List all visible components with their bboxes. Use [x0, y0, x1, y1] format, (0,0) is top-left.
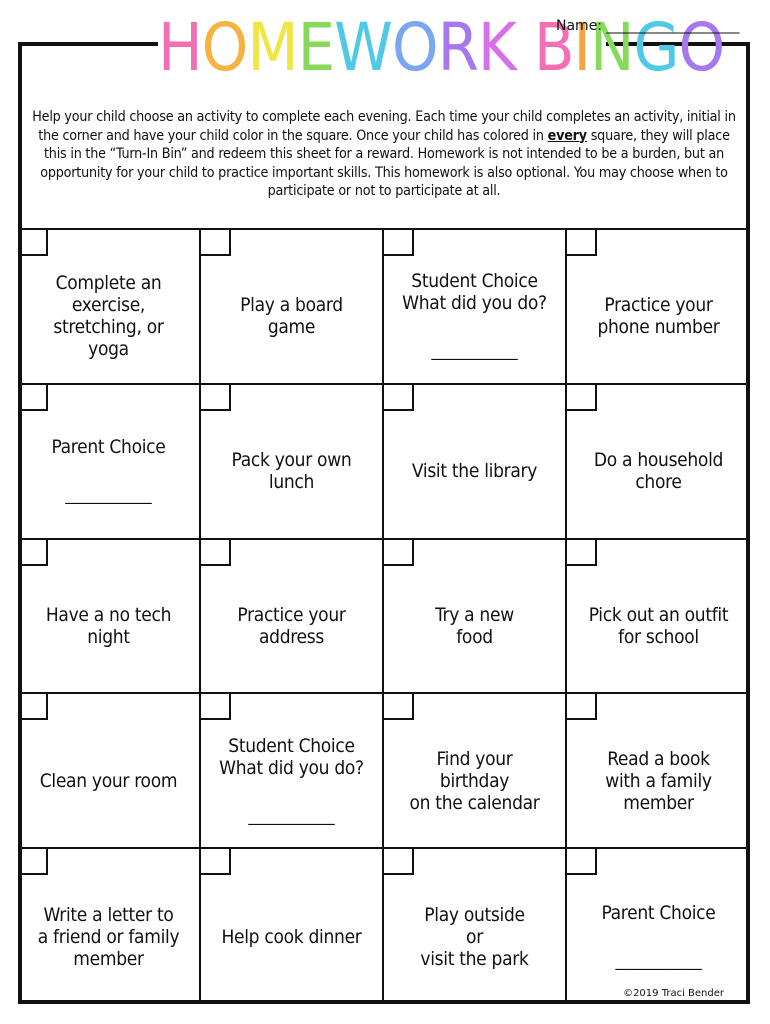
bingo-square-label: Parent Choice — [601, 901, 716, 924]
bingo-square-label: Write a letter to a friend or family member — [37, 903, 180, 970]
initial-checkbox[interactable] — [384, 385, 414, 411]
title-letter: O — [678, 9, 725, 86]
bingo-square-label: Practice your address — [237, 603, 346, 648]
instructions-part-2: square, they will place this in the “Turn-In Bin” and redeem this sheet for a reward. Homework is not intended to be a burden, but an opportunity for your child to practice important skills. This homework is also optional. You may choose when to participate or not to participate at all. — [40, 127, 730, 199]
title-letter — [516, 8, 534, 88]
bingo-square-label: Visit the library — [411, 460, 538, 483]
bingo-square[interactable] — [384, 230, 567, 385]
bingo-square[interactable] — [201, 694, 384, 849]
bingo-square[interactable] — [567, 385, 750, 540]
bingo-square-label: Play a board game — [240, 294, 343, 339]
copyright: ©2019 Traci Bender — [623, 988, 724, 999]
bingo-square-label: Help cook dinner — [221, 925, 362, 948]
bingo-square[interactable] — [567, 540, 750, 695]
title-letter: W — [334, 9, 392, 86]
initial-checkbox[interactable] — [18, 694, 48, 720]
bingo-grid — [18, 228, 750, 1004]
bingo-square[interactable] — [567, 230, 750, 385]
initial-checkbox[interactable] — [201, 849, 231, 875]
initial-checkbox[interactable] — [201, 385, 231, 411]
bingo-square[interactable] — [384, 385, 567, 540]
write-in-blank[interactable]: ____________ — [615, 950, 702, 970]
bingo-square[interactable] — [201, 230, 384, 385]
title-letter: G — [633, 9, 679, 86]
bingo-square[interactable] — [567, 849, 750, 1004]
bingo-square-label: Student Choice What did you do? — [219, 734, 364, 779]
initial-checkbox[interactable] — [384, 694, 414, 720]
bingo-square-label: Complete an exercise, stretching, or yoga — [53, 272, 164, 361]
initial-checkbox[interactable] — [384, 230, 414, 256]
initial-checkbox[interactable] — [201, 694, 231, 720]
initial-checkbox[interactable] — [567, 230, 597, 256]
initial-checkbox[interactable] — [567, 849, 597, 875]
initial-checkbox[interactable] — [18, 849, 48, 875]
bingo-square-label: Parent Choice — [51, 436, 166, 459]
title-letter: O — [201, 9, 248, 86]
write-in-blank[interactable]: ____________ — [65, 485, 152, 505]
bingo-square[interactable] — [18, 694, 201, 849]
bingo-square-label: Clean your room — [39, 769, 178, 792]
bingo-square-label: Do a household chore — [593, 449, 724, 494]
initial-checkbox[interactable] — [567, 540, 597, 566]
title-letter: E — [297, 9, 335, 86]
title-letter: B — [533, 9, 574, 86]
bingo-square-label: Try a new food — [435, 603, 514, 648]
title-letter: H — [158, 9, 202, 86]
initial-checkbox[interactable] — [201, 540, 231, 566]
bingo-square[interactable] — [384, 849, 567, 1004]
bingo-square-label: Practice your phone number — [597, 294, 720, 339]
bingo-square-label: Play outside or visit the park — [420, 903, 529, 970]
initial-checkbox[interactable] — [384, 540, 414, 566]
initial-checkbox[interactable] — [384, 849, 414, 875]
write-in-blank[interactable]: ____________ — [431, 341, 518, 361]
initial-checkbox[interactable] — [567, 694, 597, 720]
bingo-square-label: Student Choice What did you do? — [402, 270, 547, 315]
bingo-square[interactable] — [18, 540, 201, 695]
instructions — [30, 108, 738, 201]
bingo-square[interactable] — [201, 385, 384, 540]
write-in-blank[interactable]: ____________ — [248, 805, 335, 825]
initial-checkbox[interactable] — [18, 385, 48, 411]
initial-checkbox[interactable] — [18, 540, 48, 566]
bingo-square-label: Pack your own lunch — [231, 449, 352, 494]
bingo-square[interactable] — [18, 385, 201, 540]
name-field[interactable]: Name: ___________________ — [556, 18, 740, 34]
bingo-square[interactable] — [384, 540, 567, 695]
title-letter: I — [573, 9, 591, 86]
bingo-square[interactable] — [567, 694, 750, 849]
title-letter: M — [247, 9, 298, 86]
bingo-square-label: Pick out an outfit for school — [588, 603, 729, 648]
title-letter: N — [590, 9, 634, 86]
bingo-square[interactable] — [18, 849, 201, 1004]
initial-checkbox[interactable] — [201, 230, 231, 256]
bingo-square-label: Read a book with a family member — [605, 747, 712, 814]
title-letter: O — [391, 9, 438, 86]
initial-checkbox[interactable] — [18, 230, 48, 256]
title-letter: R — [437, 9, 478, 86]
title-letter: K — [477, 9, 516, 86]
bingo-square[interactable] — [384, 694, 567, 849]
bingo-square[interactable] — [201, 849, 384, 1004]
bingo-square[interactable] — [18, 230, 201, 385]
initial-checkbox[interactable] — [567, 385, 597, 411]
bingo-square-label: Find your birthday on the calendar — [409, 747, 540, 814]
instructions-emphasis: every — [547, 127, 587, 144]
bingo-square-label: Have a no tech night — [45, 603, 172, 648]
instructions-part-1: Help your child choose an activity to complete each evening. Each time your child completes an activity, initial in the corner and have your child color in the square. Once your child has colored in — [32, 109, 736, 144]
bingo-square[interactable] — [201, 540, 384, 695]
